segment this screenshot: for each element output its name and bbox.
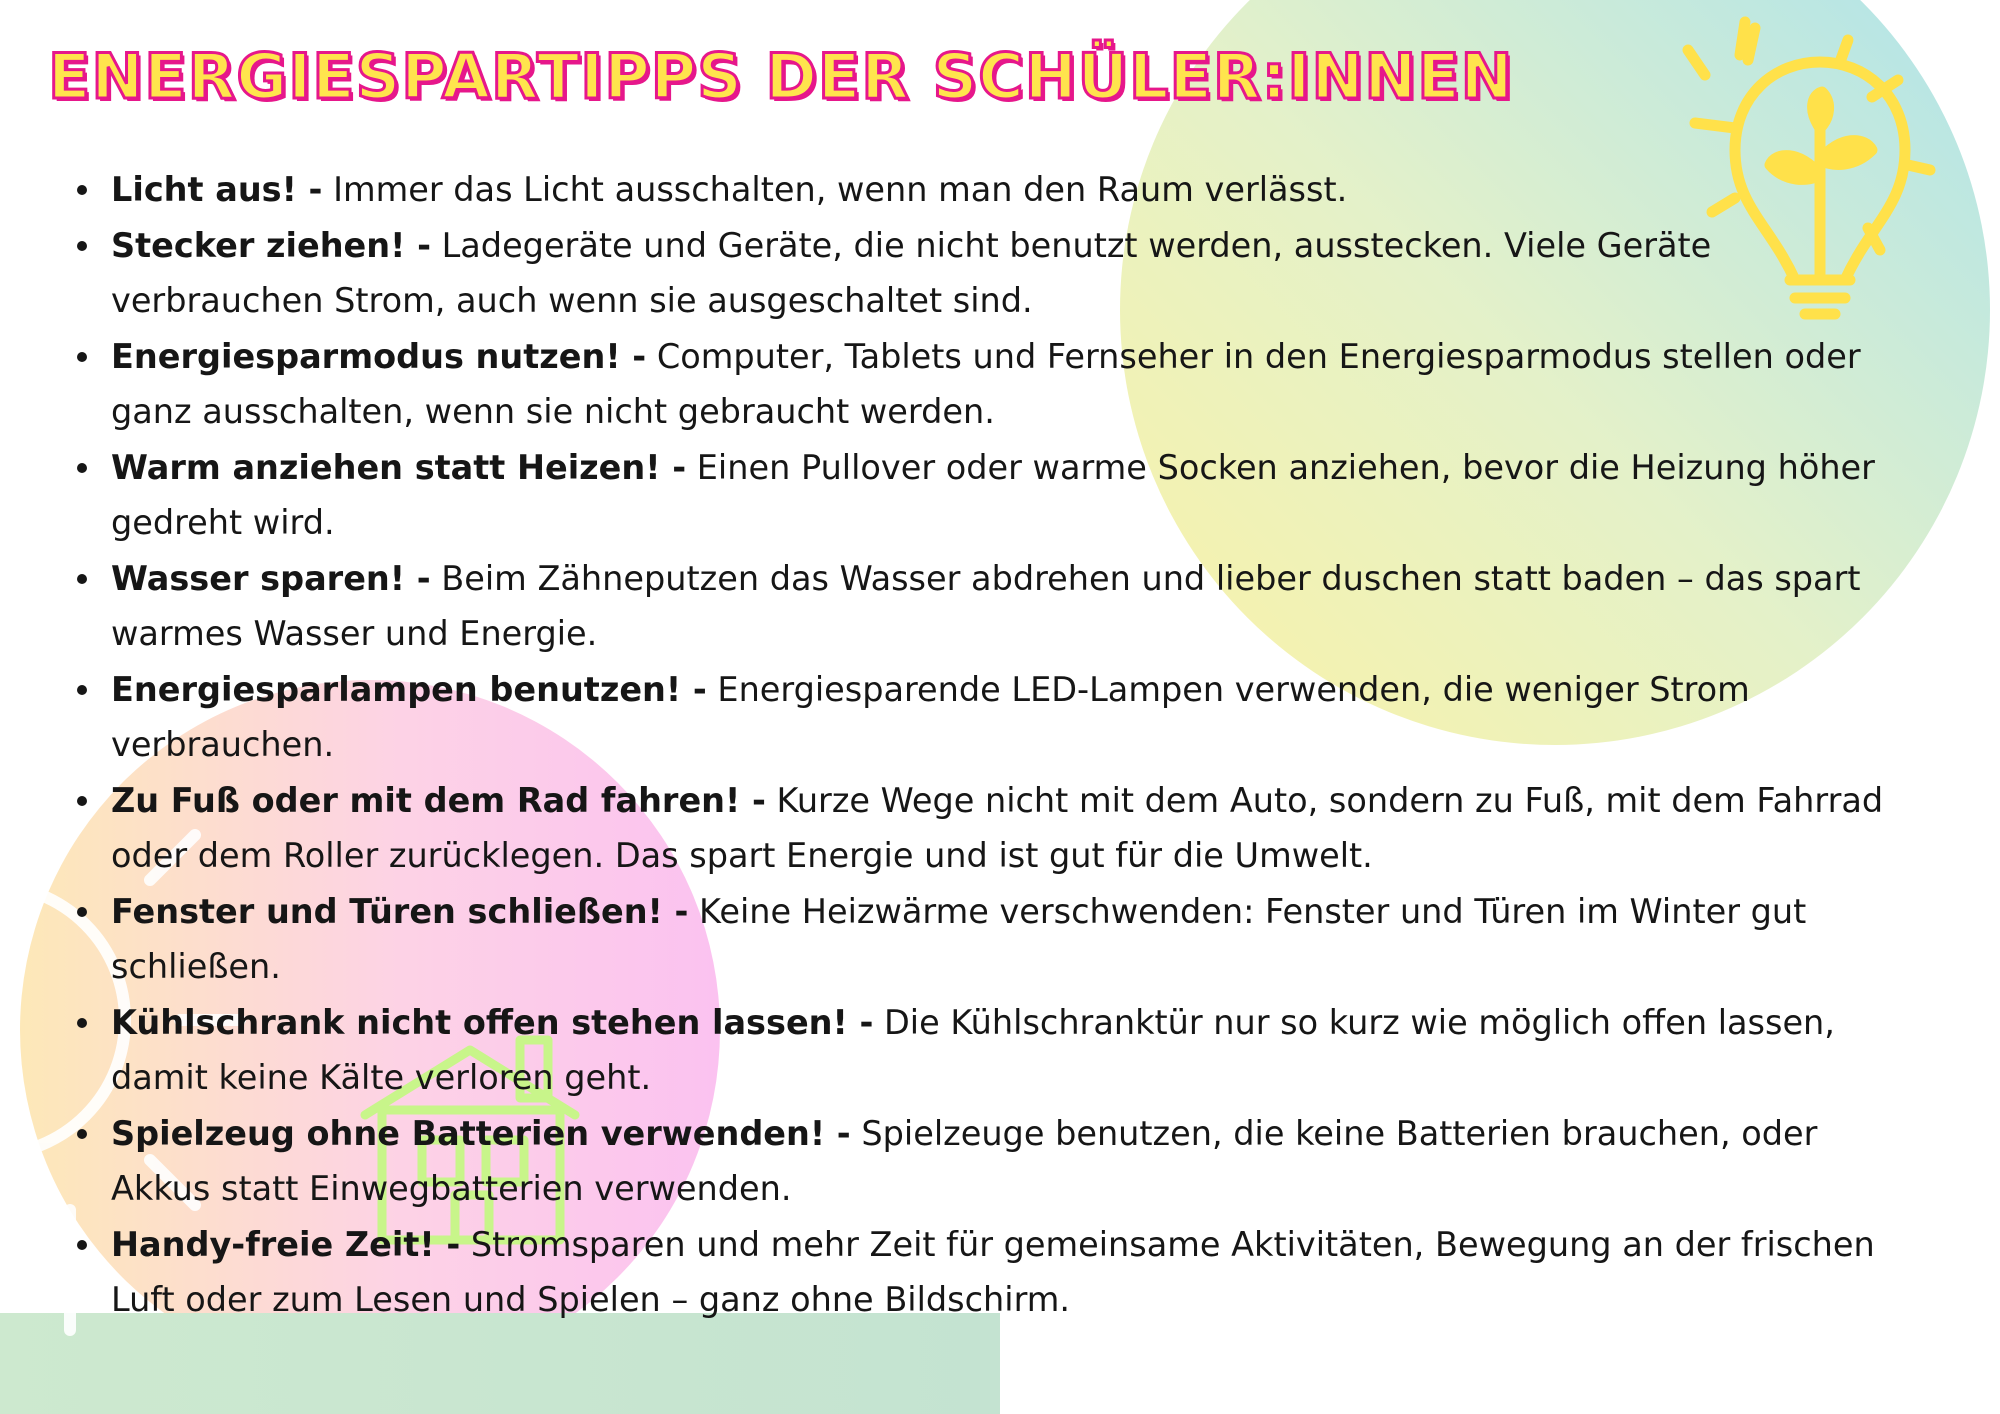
tip-text: Ladegeräte und Geräte, die nicht benutzt werden, ausstecken. Viele Geräte verbrauchen Strom, auch wenn sie ausgeschaltet sind.: [111, 225, 1712, 320]
tips-list: [75, 162, 1895, 1328]
tip-text: Computer, Tablets und Fernseher in den Energiesparmodus stellen oder ganz ausschalten, wenn sie nicht gebraucht werden.: [111, 336, 1861, 431]
tip-item: [75, 884, 1895, 995]
tip-text: Einen Pullover oder warme Socken anziehen, bevor die Heizung höher gedreht wird.: [111, 447, 1875, 542]
tip-item: [75, 218, 1895, 329]
tip-heading: Spielzeug ohne Batterien verwenden! -: [111, 1113, 851, 1153]
tip-text: Stromsparen und mehr Zeit für gemeinsame Aktivitäten, Bewegung an der frischen Luft oder zum Lesen und Spielen – ganz ohne Bildschirm.: [111, 1224, 1875, 1319]
tip-heading: Licht aus! -: [111, 170, 323, 209]
page-title: ENERGIESPARTIPPS DER SCHÜLER:INNEN: [48, 40, 1514, 113]
tip-text: Keine Heizwärme verschwenden: Fenster und Türen im Winter gut schließen.: [111, 891, 1807, 986]
tip-heading: Handy-freie Zeit! -: [111, 1224, 461, 1264]
tip-item: [75, 162, 1895, 218]
tip-text: Spielzeuge benutzen, die keine Batterien brauchen, oder Akkus statt Einwegbatterien verwenden.: [111, 1113, 1818, 1208]
tip-heading: Kühlschrank nicht offen stehen lassen! -: [111, 1002, 874, 1042]
tip-item: [75, 773, 1895, 884]
tip-item: [75, 551, 1895, 662]
tip-item: [75, 329, 1895, 440]
tip-heading: Zu Fuß oder mit dem Rad fahren! -: [111, 780, 766, 820]
tip-item: [75, 1106, 1895, 1217]
tip-heading: Fenster und Türen schließen! -: [111, 891, 689, 931]
tip-text: Immer das Licht ausschalten, wenn man den Raum verlässt.: [322, 170, 1348, 209]
tip-item: [75, 995, 1895, 1106]
bottom-band: [0, 1313, 1000, 1414]
tip-text: Beim Zähneputzen das Wasser abdrehen und lieber duschen statt baden – das spart warmes Wasser und Energie.: [111, 558, 1861, 653]
tip-text: Die Kühlschranktür nur so kurz wie möglich offen lassen, damit keine Kälte verloren geht.: [111, 1002, 1835, 1097]
tip-heading: Wasser sparen! -: [111, 558, 431, 598]
tip-heading: Warm anziehen statt Heizen! -: [111, 447, 687, 487]
tip-heading: Stecker ziehen! -: [111, 225, 431, 265]
tip-heading: Energiesparlampen benutzen! -: [111, 669, 707, 709]
tip-text: Energiesparende LED-Lampen verwenden, die weniger Strom verbrauchen.: [111, 669, 1750, 764]
tip-item: [75, 440, 1895, 551]
tip-item: [75, 662, 1895, 773]
tip-heading: Energiesparmodus nutzen! -: [111, 336, 647, 376]
tip-text: Kurze Wege nicht mit dem Auto, sondern zu Fuß, mit dem Fahrrad oder dem Roller zurücklegen. Das spart Energie und ist gut für die Umwelt.: [111, 780, 1884, 875]
tip-item: [75, 1217, 1895, 1328]
